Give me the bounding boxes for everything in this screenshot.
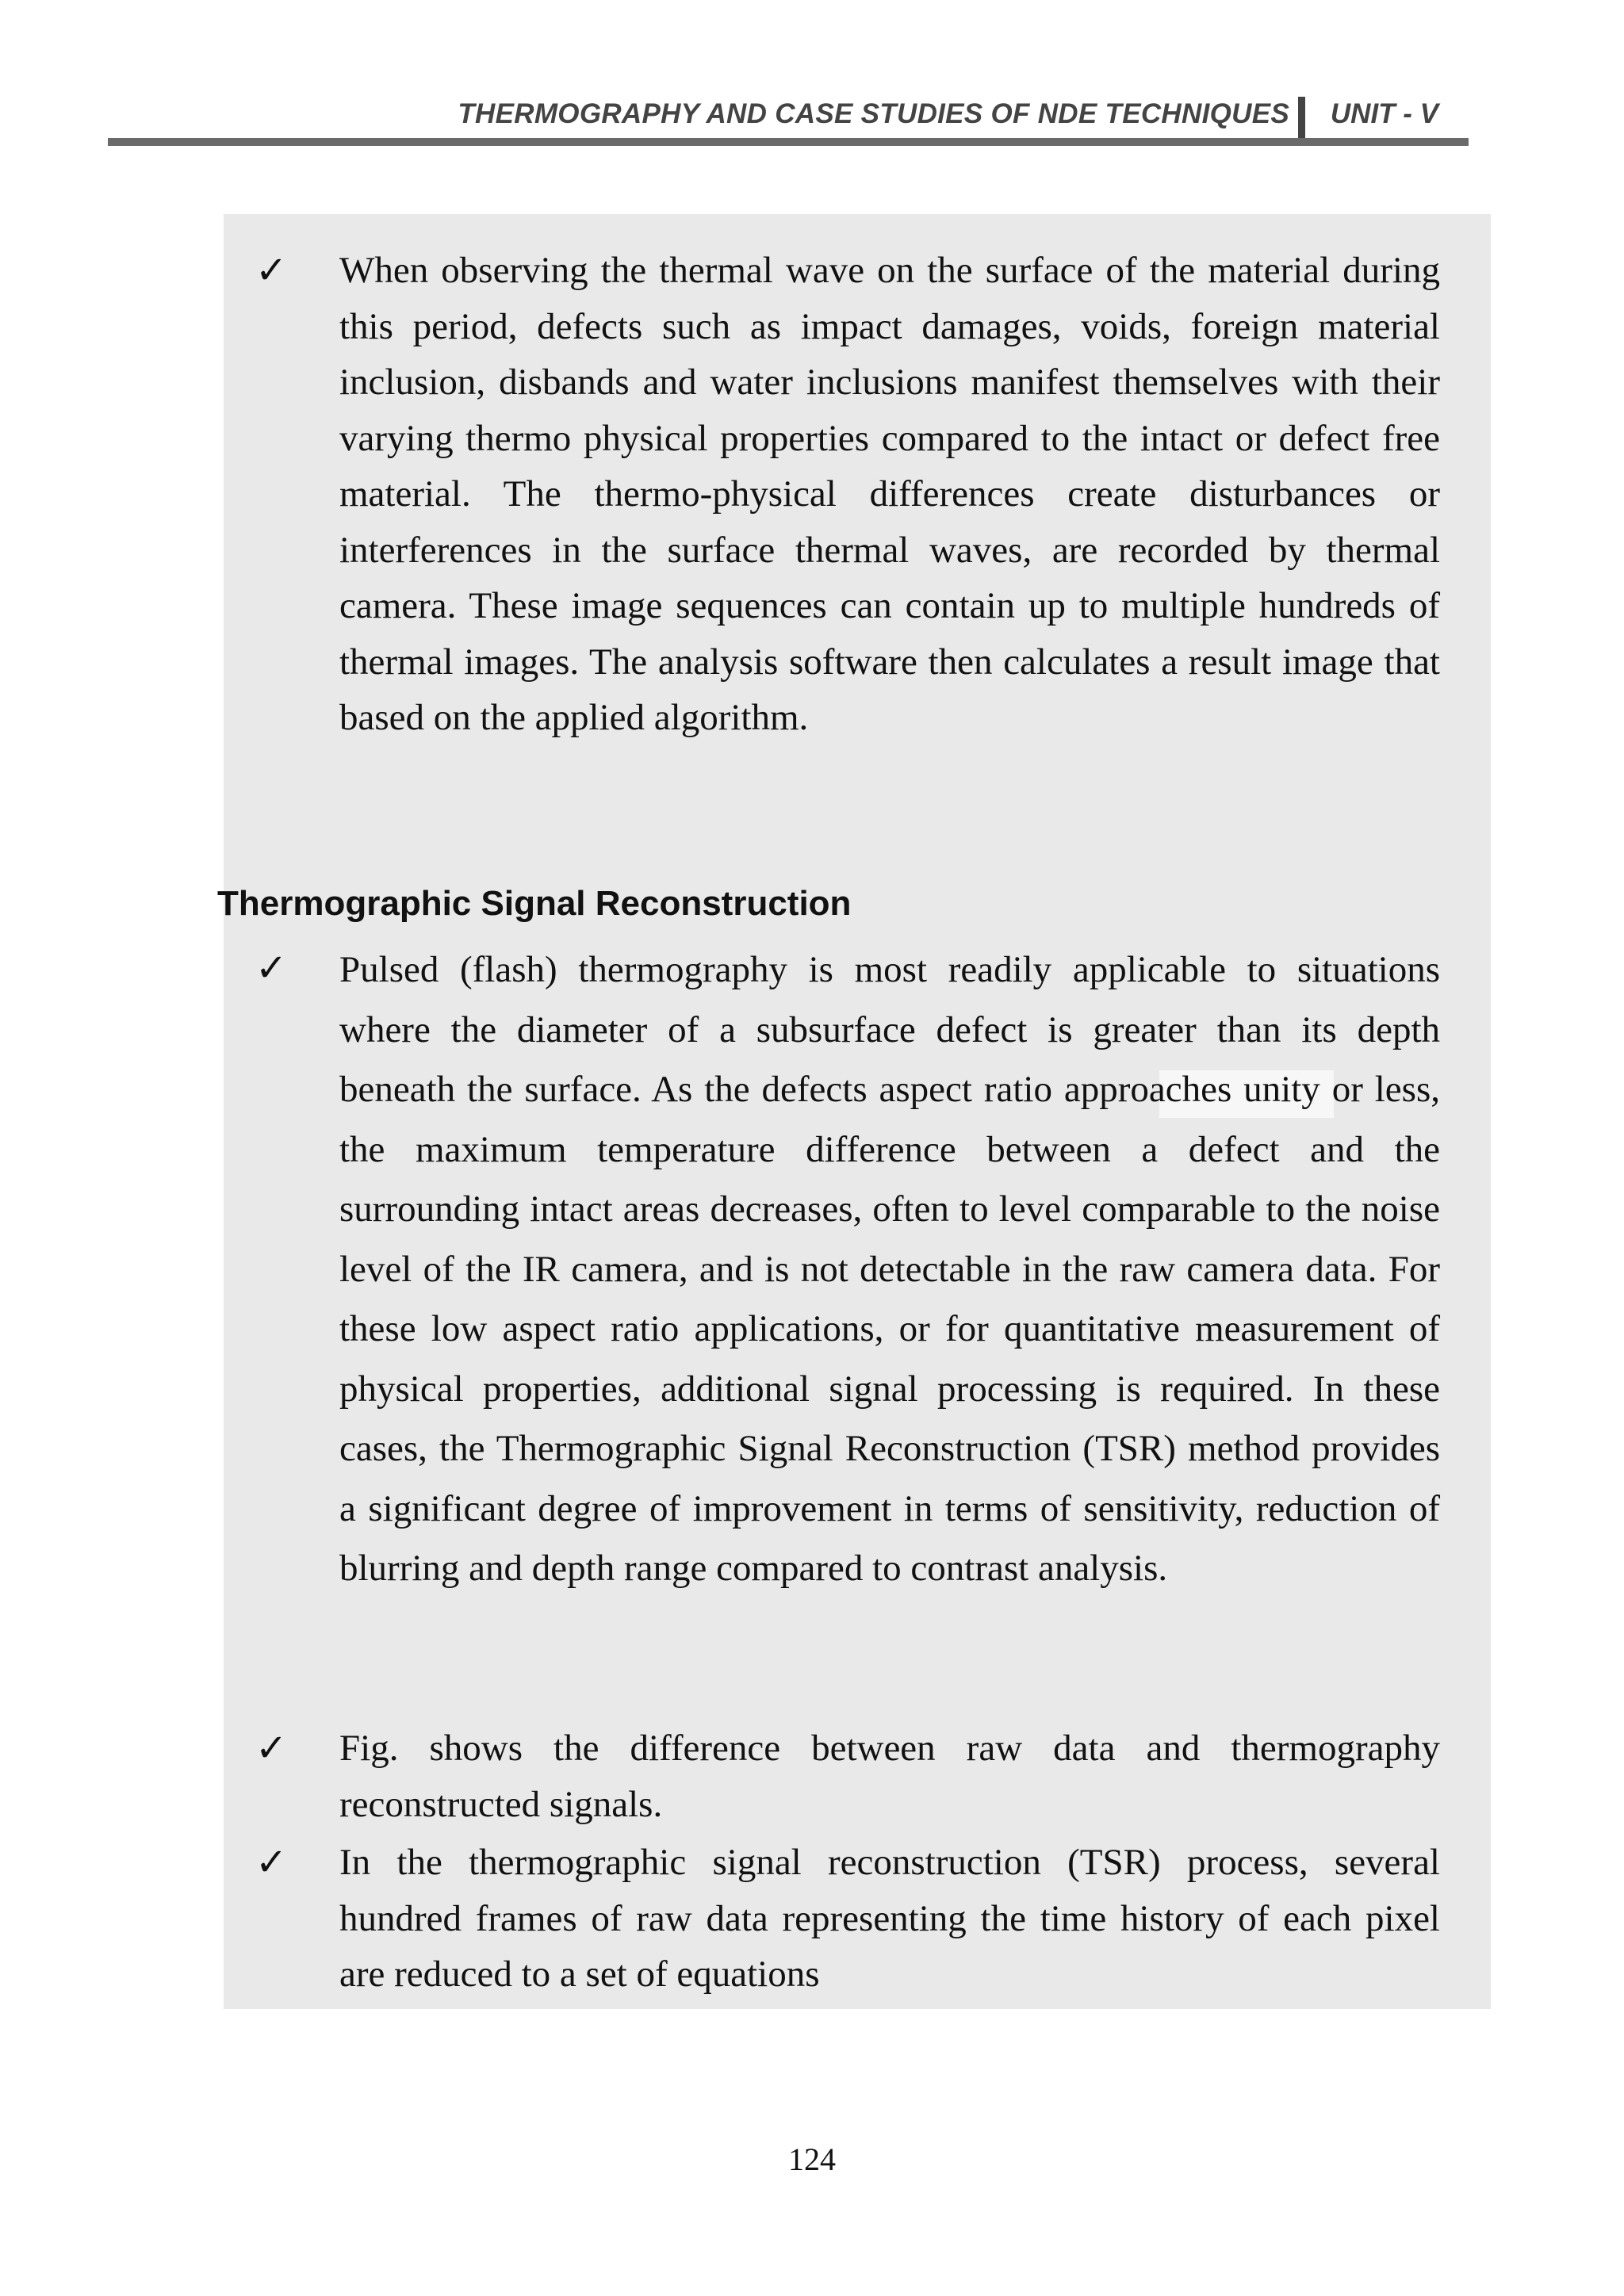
check-icon: ✓	[255, 1726, 288, 1770]
header-title: THERMOGRAPHY AND CASE STUDIES OF NDE TECHNIQUES	[458, 98, 1289, 129]
page-header	[108, 98, 1469, 143]
section-heading: Thermographic Signal Reconstruction	[217, 884, 852, 923]
header-separator	[1298, 97, 1305, 138]
check-icon: ✓	[255, 1840, 288, 1885]
page-number: 124	[788, 2141, 836, 2177]
paragraph-thermal-wave: When observing the thermal wave on the surface of the material during this period, defects such as impact damages, voids, foreign material inclusion, disbands and water inclusions manifest themselves with their varying thermo physical properties compared to the intact or defect free material. The thermo-physical differences create disturbances or interferences in the surface thermal waves, are recorded by thermal camera. These image sequences can contain up to multiple hundreds of thermal images. The analysis software then calculates a result image that based on the applied algorithm.	[339, 250, 1440, 738]
paragraph-tsr-process: In the thermographic signal reconstruction (TSR) process, several hundred frames of raw data representing the time history of each pixel are reduced to a set of equations	[339, 1842, 1440, 1995]
paragraph-pulsed-thermography: Pulsed (flash) thermography is most readily applicable to situations where the diameter of a subsurface defect is greater than its depth beneath the surface. As the defects aspect ratio approaches unity or less, the maximum temperature difference between a defect and the surrounding intact areas decreases, often to level comparable to the noise level of the IR camera, and is not detectable in the raw camera data. For these low aspect ratio applications, or for quantitative measurement of physical properties, additional signal processing is required. In these cases, the Thermographic Signal Reconstruction (TSR) method provides a significant degree of improvement in terms of sensitivity, reduction of blurring and depth range compared to contrast analysis.	[339, 949, 1440, 1589]
check-icon: ✓	[255, 248, 288, 293]
header-unit: UNIT - V	[1330, 98, 1438, 129]
check-icon: ✓	[255, 946, 288, 990]
paragraph-fig-difference: Fig. shows the difference between raw data and thermography reconstructed signals.	[339, 1728, 1440, 1825]
header-rule	[108, 138, 1469, 146]
